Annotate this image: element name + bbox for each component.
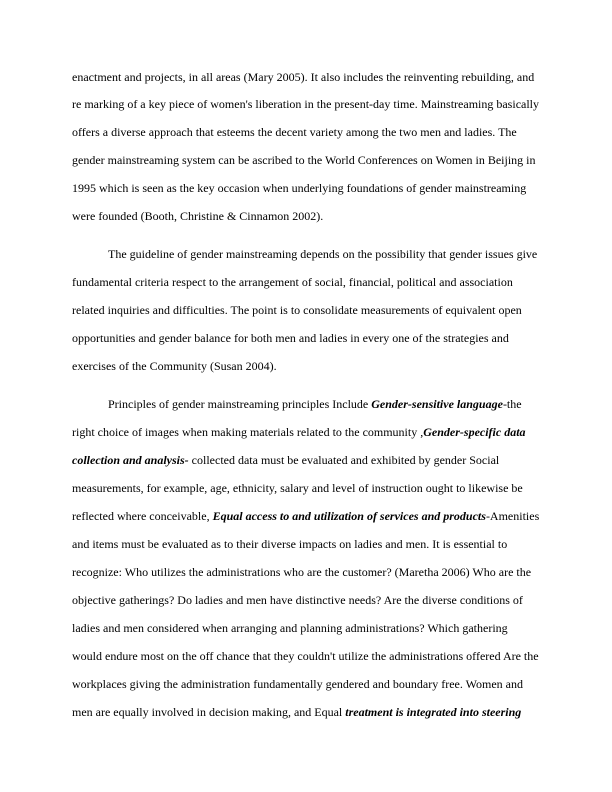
text-line: objective gatherings? Do ladies and men have distinctive needs? Are the diverse conditions of xyxy=(72,593,523,607)
emphasis-term: collection and analysis- xyxy=(72,453,189,467)
emphasis-term: Gender-sensitive language xyxy=(371,397,503,411)
text-line: re marking of a key piece of women's liberation in the present-day time. Mainstreaming basically xyxy=(72,97,540,111)
text-line: opportunities and gender balance for both men and ladies in every one of the strategies and xyxy=(72,331,509,345)
text-line: measurements, for example, age, ethnicity, salary and level of instruction ought to likewise be xyxy=(72,481,523,495)
text-line: 1995 which is seen as the key occasion when underlying foundations of gender mainstreaming xyxy=(72,181,527,195)
text-line: fundamental criteria respect to the arrangement of social, financial, political and association xyxy=(72,275,513,289)
text-line: reflected where conceivable, Equal access to and utilization of services and products-Amenities xyxy=(72,509,540,523)
text-line: and items must be evaluated as to their diverse impacts on ladies and men. It is essential to xyxy=(72,537,508,551)
text-line: collection and analysis- collected data must be evaluated and exhibited by gender Social xyxy=(72,453,500,467)
text-line: related inquiries and difficulties. The point is to consolidate measurements of equivalent open xyxy=(72,303,522,317)
text-line: workplaces giving the administration fundamentally gendered and boundary free. Women and xyxy=(72,677,524,691)
text-line: exercises of the Community (Susan 2004). xyxy=(72,359,277,373)
text-line: would endure most on the off chance that they couldn't utilize the administrations offered Are the xyxy=(72,649,539,663)
text-line: men are equally involved in decision making, and Equal treatment is integrated into steering xyxy=(72,705,522,719)
text-line: enactment and projects, in all areas (Mary 2005). It also includes the reinventing rebuilding, and xyxy=(72,70,535,84)
text-line: right choice of images when making materials related to the community ,Gender-specific data xyxy=(72,425,526,439)
text-line: ladies and men considered when arranging and planning administrations? Which gathering xyxy=(72,621,508,635)
text-line: offers a diverse approach that esteems the decent variety among the two men and ladies. The xyxy=(72,125,517,139)
paragraph-first-line: The guideline of gender mainstreaming depends on the possibility that gender issues give xyxy=(108,247,538,261)
emphasis-term: Gender-specific data xyxy=(423,425,526,439)
text-line: were founded (Booth, Christine & Cinnamon 2002). xyxy=(72,209,324,223)
text-line: recognize: Who utilizes the administrations who are the customer? (Maretha 2006) Who are the xyxy=(72,565,532,579)
emphasis-term: treatment is integrated into steering xyxy=(345,705,522,719)
emphasis-term: Equal access to and utilization of services and products xyxy=(212,509,486,523)
paragraph-first-line: Principles of gender mainstreaming principles Include Gender-sensitive language-the xyxy=(108,397,522,411)
text-line: gender mainstreaming system can be ascribed to the World Conferences on Women in Beijing in xyxy=(72,153,536,167)
